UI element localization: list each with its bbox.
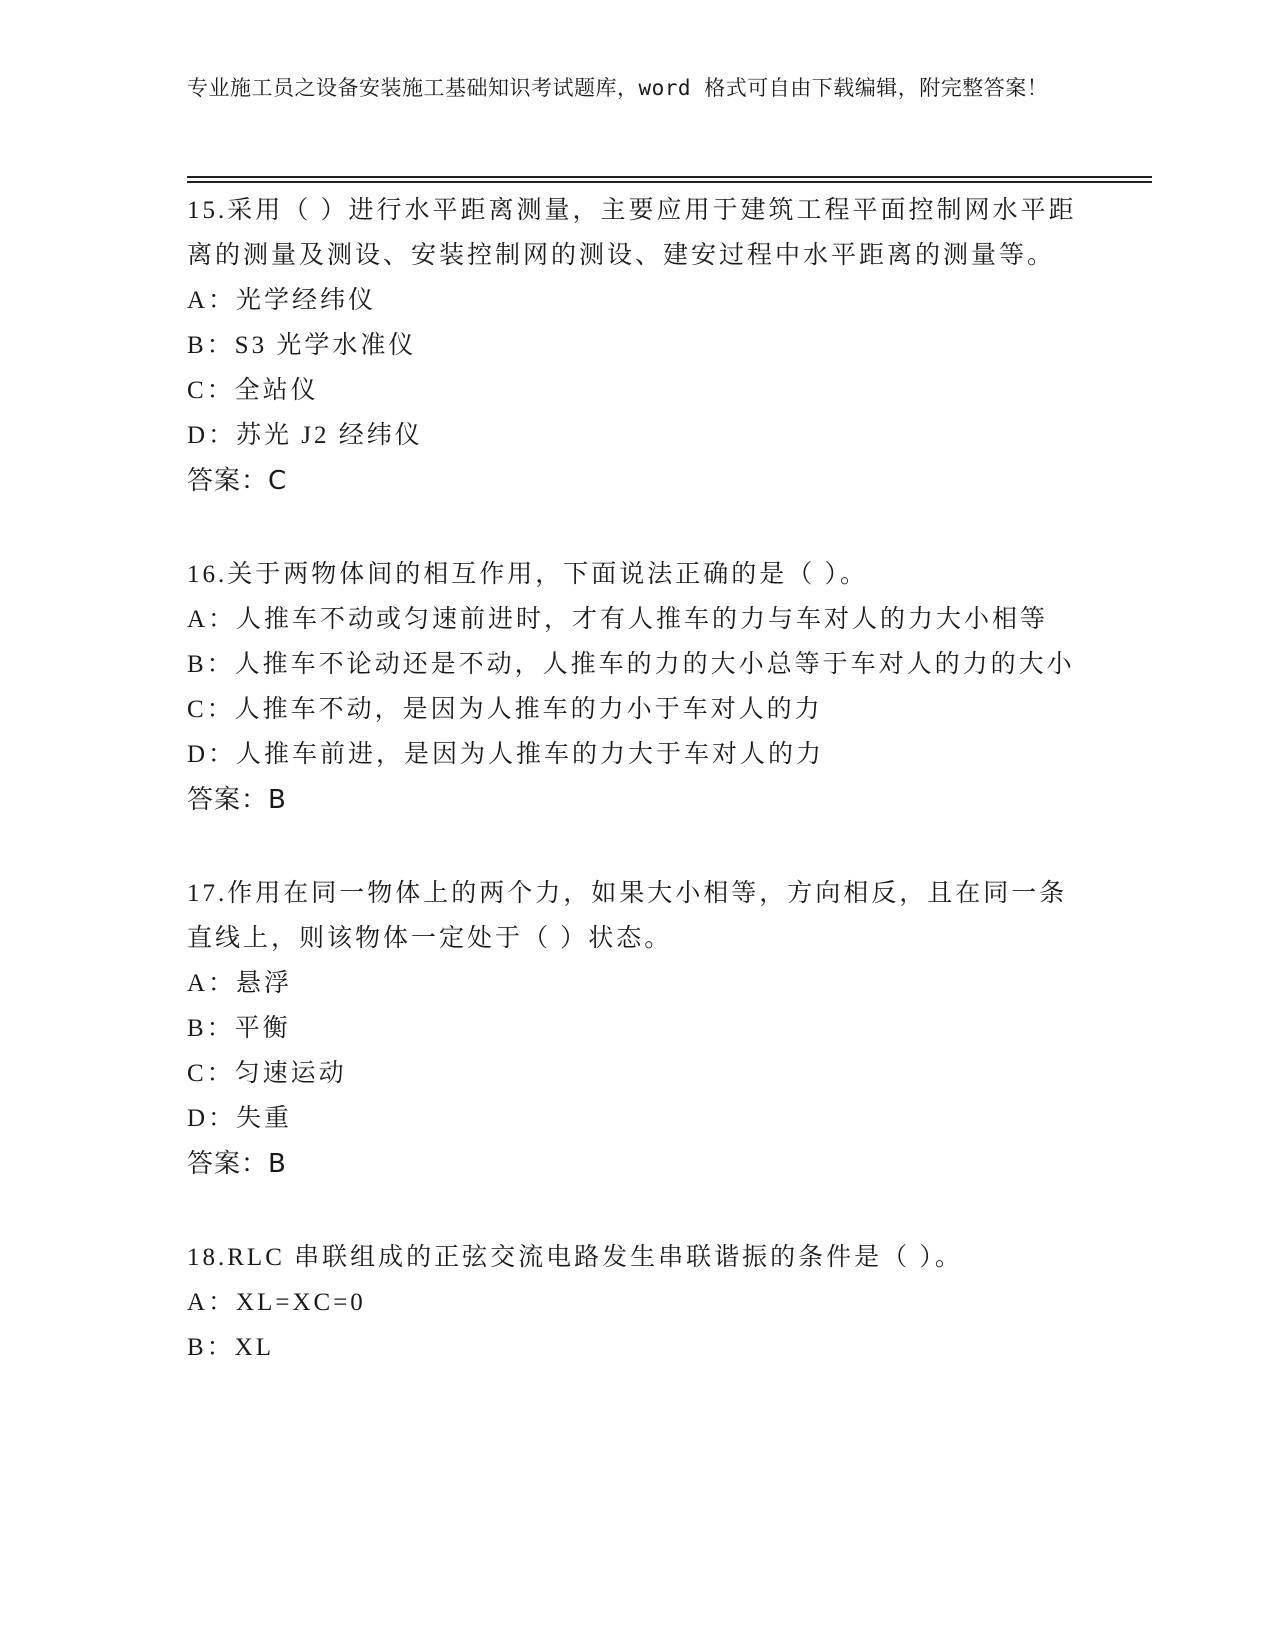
option-a: A：光学经纬仪 [187, 287, 377, 314]
question-stem: 17.作用在同一物体上的两个力，如果大小相等，方向相反，且在同一条直线上，则该物体一定处于（ ）状态。 [187, 880, 1068, 952]
question-stem: 18.RLC 串联组成的正弦交流电路发生串联谐振的条件是（ ）。 [187, 1244, 963, 1271]
question-17 [187, 871, 1077, 1187]
option-c: C：全站仪 [187, 377, 319, 404]
answer: 答案：B [187, 1149, 287, 1179]
option-a: A：XL=XC=0 [187, 1289, 366, 1316]
option-b: B：S3 光学水准仪 [187, 332, 417, 359]
answer: 答案：B [187, 785, 287, 815]
option-c: C：匀速运动 [187, 1060, 347, 1087]
option-b: B：XL [187, 1334, 275, 1361]
question-list [187, 188, 1077, 1370]
option-a: A：人推车不动或匀速前进时，才有人推车的力与车对人的力大小相等 [187, 606, 1049, 633]
option-c: C：人推车不动，是因为人推车的力小于车对人的力 [187, 696, 823, 723]
option-d: D：失重 [187, 1105, 293, 1132]
answer: 答案：C [187, 466, 288, 496]
question-16 [187, 552, 1077, 823]
question-18 [187, 1235, 1077, 1370]
option-a: A：悬浮 [187, 970, 293, 997]
option-d: D：苏光 J2 经纬仪 [187, 422, 423, 449]
header-rule-top [187, 176, 1152, 178]
question-stem: 15.采用（ ）进行水平距离测量，主要应用于建筑工程平面控制网水平距离的测量及测设、安装控制网的测设、建安过程中水平距离的测量等。 [187, 197, 1077, 269]
header-rule-bottom [187, 181, 1152, 183]
option-b: B：平衡 [187, 1015, 291, 1042]
question-15 [187, 188, 1077, 504]
option-d: D：人推车前进，是因为人推车的力大于车对人的力 [187, 741, 825, 768]
document-header: 专业施工员之设备安装施工基础知识考试题库，word 格式可自由下载编辑，附完整答案！ [187, 76, 1049, 100]
question-stem: 16.关于两物体间的相互作用，下面说法正确的是（ ）。 [187, 561, 869, 588]
option-b: B：人推车不论动还是不动，人推车的力的大小总等于车对人的力的大小 [187, 651, 1075, 678]
